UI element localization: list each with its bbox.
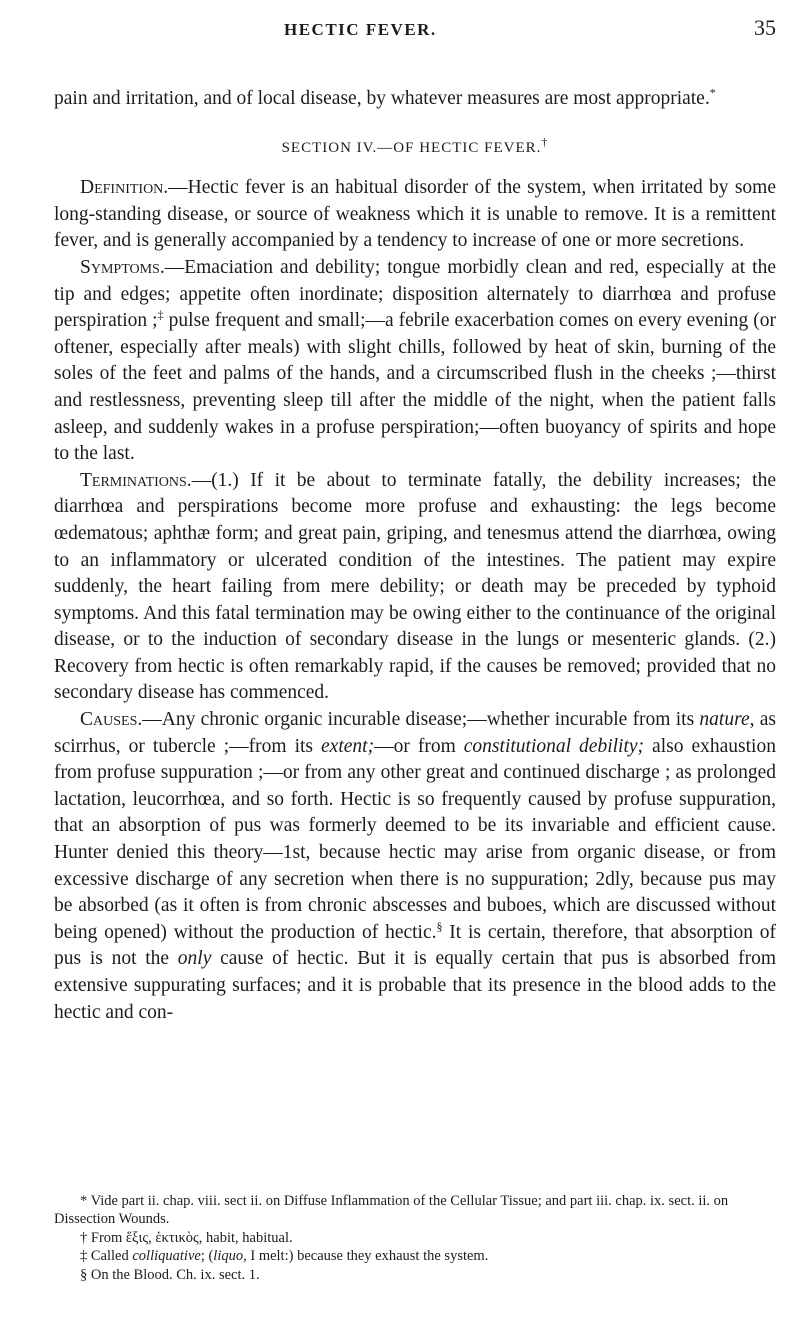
causes-text-3: —or from xyxy=(374,735,464,757)
footnote-ref-star: * xyxy=(709,85,716,100)
footnote-2-text: From ἕξις, ἑκτικὸς, habit, habitual. xyxy=(87,1229,293,1246)
terminations-text: —(1.) If it be about to terminate fatally, the debility increases; the diarrhœa and perspirations become more profuse and exhausting: the legs become œdematous; aphthæ form; and great pain, griping, and tenesmus attend the diarrhœa, owing to an inflammatory or ulcerated condition of the intestines. The patient may expire suddenly, the heart failing from mere debility; or death may be preceded by typhoid symptoms. And this fatal termination may be owing either to the continuance of the original disease, or to the induction of secondary disease in the lungs or mesenteric glands. (2.) Recovery from hectic is often remarkably rapid, if the causes be removed; provided that no secondary disease has commenced. xyxy=(54,469,776,704)
symptoms-paragraph xyxy=(54,255,776,468)
footnote-1 xyxy=(54,1192,776,1229)
symptoms-text-b: pulse frequent and small;—a febrile exacerbation comes on every evening (or oftener, especially after meals) with slight chills, followed by heat of skin, burning of the soles of the feet and palms of the hands, and a circumscribed flush in the cheeks ;—thirst and restlessness, preventing sleep till after the middle of the night, when the patient falls asleep, and suddenly wakes in a profuse perspiration;—often buoyancy of spirits and hope to the last. xyxy=(54,310,776,465)
definition-text: —Hectic fever is an habitual disorder of the system, when irritated by some long-standing disease, or source of weakness which it is unable to remove. It is a remittent fever, and is generally accompanied by a tendency to increase of one or more secretions. xyxy=(54,177,776,252)
footnote-ref-dagger: † xyxy=(541,134,549,149)
terminations-head: Terminations. xyxy=(80,469,192,491)
definition-paragraph xyxy=(54,175,776,255)
opening-text: pain and irritation, and of local disease, by whatever measures are most appropriate. xyxy=(54,88,710,109)
footnote-ref-double-dagger: ‡ xyxy=(157,307,164,322)
footnote-ref-section: § xyxy=(436,919,443,934)
causes-text-6: cause of hectic. But it is equally certain that pus is absorbed from extensive suppurating surfaces; and it is probable that its presence in the blood adds to the hectic and con- xyxy=(54,948,776,1023)
causes-text-5: It is certain, therefore, that absorption of pus is not the xyxy=(54,921,776,970)
causes-text-2: , as scirrhus, or tubercle ;—from its xyxy=(54,709,777,757)
footnote-2-mark: † xyxy=(80,1229,88,1246)
section-heading-text: SECTION IV.—OF HECTIC FEVER. xyxy=(281,139,542,156)
causes-italic-only: only xyxy=(177,948,212,970)
running-title: HECTIC FEVER. xyxy=(284,20,437,39)
footnote-3-text-1: Called xyxy=(87,1248,133,1265)
causes-paragraph xyxy=(54,707,776,1026)
symptoms-head: Symptoms. xyxy=(80,256,165,278)
causes-text-1: —Any chronic organic incurable disease;—whether incurable from its xyxy=(142,709,700,731)
footnote-3-italic-liquo: liquo xyxy=(213,1248,244,1265)
footnote-2 xyxy=(54,1229,776,1247)
footnote-4-text: On the Blood. Ch. ix. sect. 1. xyxy=(87,1266,260,1283)
footnote-3 xyxy=(54,1247,776,1265)
footnote-3-text-2: ; ( xyxy=(200,1248,214,1265)
footnote-3-italic-colliquative: colliquative xyxy=(132,1248,201,1265)
terminations-paragraph xyxy=(54,468,776,707)
causes-text-4: also exhaustion from profuse suppuration ;—or from any other great and continued discharge ; as prolonged lactation, leucorrhœa, and so forth. Hectic is so frequently caused by profuse suppuration, that an absorption of pus was formerly deemed to be its invariable and efficient cause. Hunter denied this theory—1st, because hectic may arise from organic disease, or from excessive discharge of any secretion when there is no suppuration; 2dly, because pus may be absorbed (as it often is from chronic abscesses and buboes, which are discussed without being opened) without the production of hectic. xyxy=(54,735,776,943)
causes-head: Causes. xyxy=(80,709,143,731)
footnote-3-mark: ‡ xyxy=(80,1248,88,1265)
body-text xyxy=(54,86,776,1026)
footnotes xyxy=(54,1192,776,1284)
footnote-3-text-3: , I melt:) because they exhaust the system. xyxy=(243,1248,489,1265)
page-header xyxy=(262,15,782,48)
footnote-4-mark: § xyxy=(80,1266,88,1283)
page-number: 35 xyxy=(754,15,776,40)
footnote-4 xyxy=(54,1266,776,1284)
section-heading xyxy=(54,135,776,162)
causes-italic-extent: extent; xyxy=(321,735,375,757)
symptoms-text-a: —Emaciation and debility; tongue morbidly clean and red, especially at the tip and edges; appetite often inordinate; disposition alternately to diarrhœa and profuse perspiration ; xyxy=(54,256,776,332)
footnote-1-mark: * xyxy=(80,1193,88,1209)
causes-italic-constitutional: constitutional debility; xyxy=(463,735,645,757)
opening-paragraph xyxy=(54,86,776,113)
definition-head: Definition. xyxy=(80,177,169,199)
footnote-1-text: Vide part ii. chap. viii. sect ii. on Diffuse Inflammation of the Cellular Tissue; and part iii. chap. ix. sect. ii. on Dissection Wounds. xyxy=(54,1193,729,1228)
causes-italic-nature: nature xyxy=(699,709,750,731)
